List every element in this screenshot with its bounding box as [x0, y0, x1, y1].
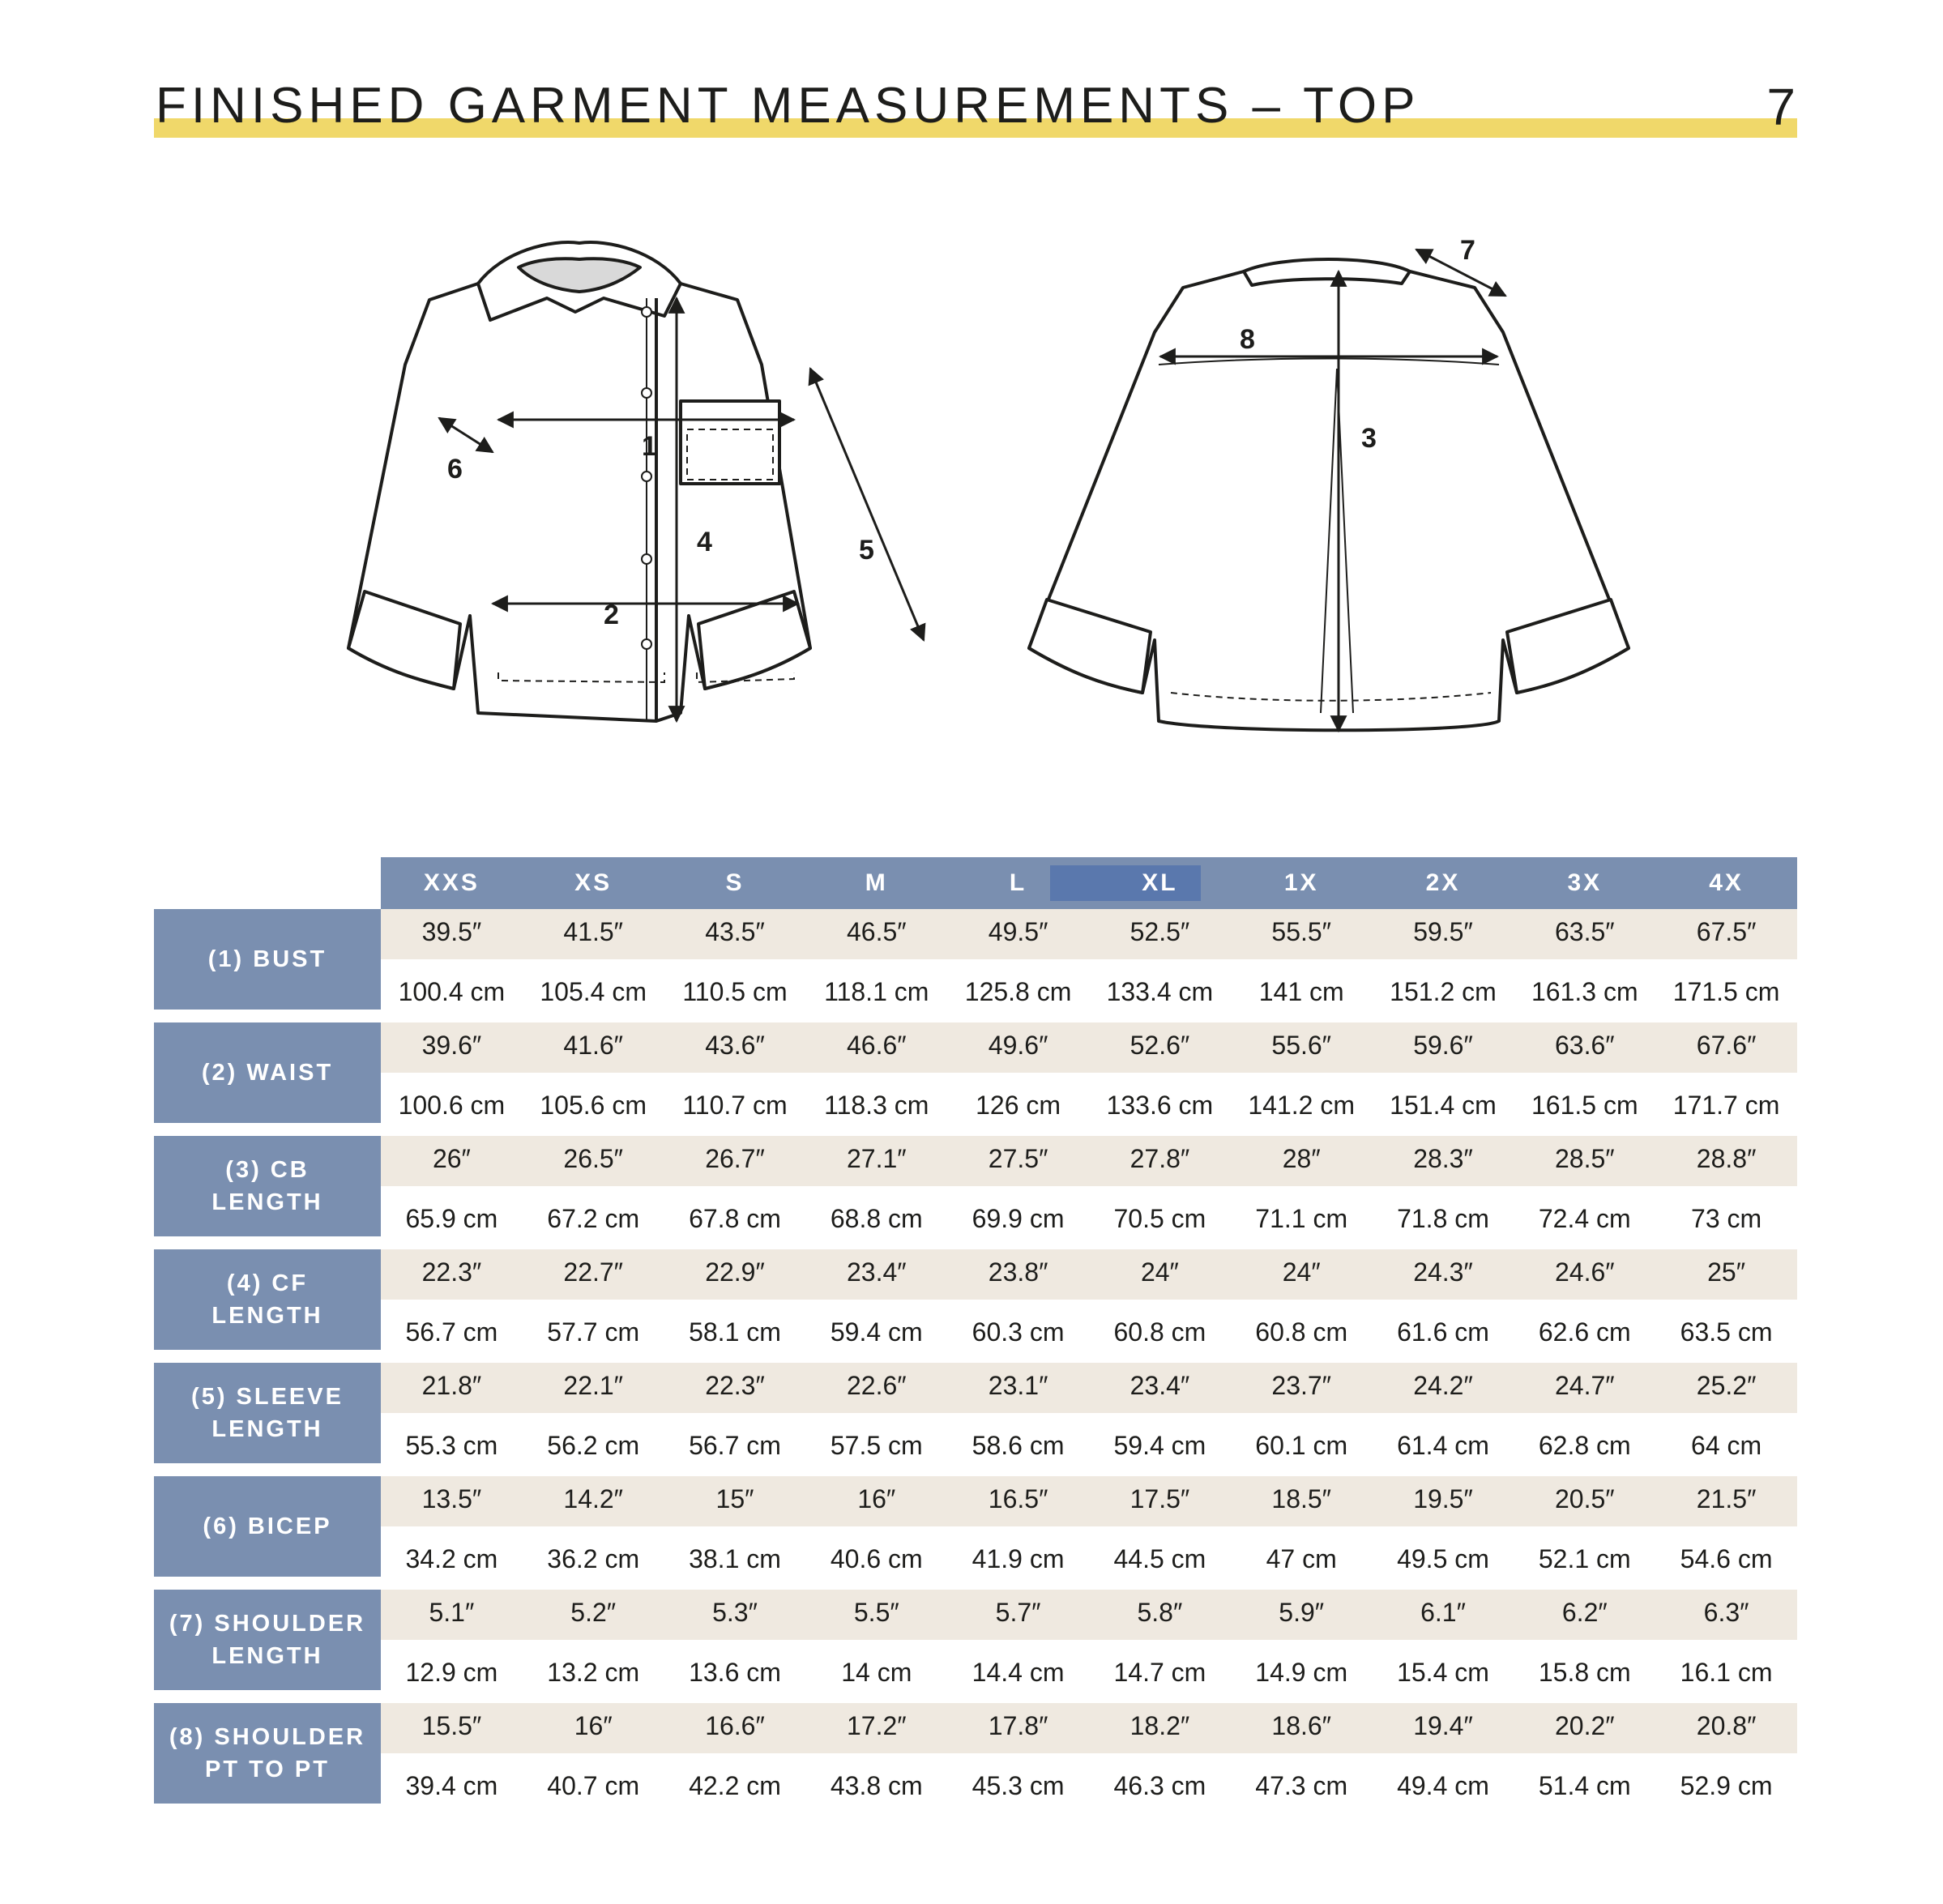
cm-cell: 39.4 cm	[405, 1771, 498, 1800]
cm-cell: 125.8 cm	[964, 977, 1072, 1006]
cm-cell: 36.2 cm	[547, 1544, 640, 1573]
front-label-6: 6	[447, 454, 463, 485]
inches-cell: 67.6″	[1696, 1031, 1757, 1060]
back-label-3: 3	[1361, 423, 1377, 454]
inches-cell: 46.6″	[846, 1031, 907, 1060]
inches-cell: 23.4″	[846, 1257, 907, 1287]
cm-cell: 110.5 cm	[682, 977, 788, 1006]
cm-cell: 62.6 cm	[1538, 1317, 1631, 1347]
inches-cell: 24.6″	[1554, 1257, 1615, 1287]
inches-row	[381, 1703, 1797, 1753]
inches-cell: 13.5″	[421, 1484, 482, 1513]
inches-cell: 5.5″	[853, 1598, 899, 1627]
inches-cell: 24.3″	[1413, 1257, 1473, 1287]
back-label-8: 8	[1240, 324, 1255, 355]
inches-cell: 23.8″	[988, 1257, 1048, 1287]
inches-cell: 5.9″	[1279, 1598, 1325, 1627]
size-xs: XS	[574, 869, 613, 896]
cm-cell: 60.8 cm	[1113, 1317, 1206, 1347]
cm-cell: 171.5 cm	[1672, 977, 1780, 1006]
inches-cell: 16.6″	[705, 1711, 765, 1740]
size-l: L	[1009, 869, 1027, 896]
front-label-2: 2	[604, 600, 619, 630]
cm-cell: 105.4 cm	[540, 977, 647, 1006]
size-4x: 4X	[1709, 869, 1744, 896]
inches-cell: 20.2″	[1554, 1711, 1615, 1740]
cm-cell: 52.9 cm	[1680, 1771, 1773, 1800]
cm-cell: 49.5 cm	[1397, 1544, 1489, 1573]
cm-cell: 52.1 cm	[1538, 1544, 1631, 1573]
cm-cell: 118.1 cm	[824, 977, 929, 1006]
row-label-line: (4) CF	[226, 1270, 309, 1296]
size-3x: 3X	[1567, 869, 1603, 896]
cm-cell: 47.3 cm	[1255, 1771, 1348, 1800]
cm-cell: 171.7 cm	[1672, 1091, 1780, 1120]
inches-cell: 6.1″	[1420, 1598, 1466, 1627]
inches-cell: 41.6″	[563, 1031, 623, 1060]
cm-cell: 65.9 cm	[405, 1204, 498, 1233]
inches-cell: 24″	[1140, 1257, 1179, 1287]
inches-cell: 27.1″	[846, 1144, 907, 1173]
cm-cell: 13.6 cm	[689, 1658, 781, 1687]
row-label	[154, 1136, 381, 1236]
row-label-line: LENGTH	[211, 1643, 323, 1669]
cm-cell: 67.2 cm	[547, 1204, 640, 1233]
inches-cell: 22.3″	[705, 1371, 765, 1400]
cm-row	[381, 1073, 1797, 1136]
cm-cell: 71.8 cm	[1397, 1204, 1489, 1233]
inches-cell: 22.1″	[563, 1371, 623, 1400]
back-garment-illustration	[1021, 235, 1653, 753]
page-title: FINISHED GARMENT MEASUREMENTS – TOP	[156, 78, 1420, 134]
cm-cell: 44.5 cm	[1113, 1544, 1206, 1573]
inches-cell: 26.5″	[563, 1144, 623, 1173]
cm-row	[381, 1753, 1797, 1816]
inches-cell: 5.7″	[995, 1598, 1041, 1627]
cm-cell: 57.7 cm	[547, 1317, 640, 1347]
cm-cell: 56.2 cm	[547, 1431, 640, 1460]
size-1x: 1X	[1283, 869, 1319, 896]
inches-cell: 28″	[1282, 1144, 1321, 1173]
inches-cell: 20.5″	[1554, 1484, 1615, 1513]
inches-cell: 22.3″	[421, 1257, 482, 1287]
cm-row	[381, 1526, 1797, 1590]
cm-cell: 70.5 cm	[1113, 1204, 1206, 1233]
row-label-line: (7) SHOULDER	[169, 1611, 366, 1637]
cm-cell: 133.4 cm	[1106, 977, 1214, 1006]
inches-cell: 23.7″	[1271, 1371, 1331, 1400]
inches-cell: 63.5″	[1554, 917, 1615, 946]
inches-cell: 28.8″	[1696, 1144, 1757, 1173]
cm-cell: 64 cm	[1691, 1431, 1762, 1460]
inches-cell: 63.6″	[1554, 1031, 1615, 1060]
inches-cell: 26″	[432, 1144, 471, 1173]
cm-cell: 60.3 cm	[972, 1317, 1065, 1347]
inches-cell: 55.5″	[1271, 917, 1331, 946]
cm-cell: 61.6 cm	[1397, 1317, 1489, 1347]
cm-cell: 13.2 cm	[547, 1658, 640, 1687]
inches-cell: 16″	[574, 1711, 613, 1740]
inches-row	[381, 1590, 1797, 1640]
inches-row	[381, 1022, 1797, 1073]
cm-cell: 67.8 cm	[689, 1204, 781, 1233]
cm-cell: 133.6 cm	[1106, 1091, 1214, 1120]
inches-cell: 23.1″	[988, 1371, 1048, 1400]
cm-cell: 161.3 cm	[1531, 977, 1638, 1006]
back-label-7: 7	[1460, 235, 1475, 266]
inches-cell: 41.5″	[563, 917, 623, 946]
inches-cell: 15″	[715, 1484, 754, 1513]
cm-cell: 12.9 cm	[405, 1658, 498, 1687]
row-label-line: (6) BICEP	[203, 1513, 332, 1539]
inches-cell: 6.2″	[1561, 1598, 1608, 1627]
inches-cell: 22.6″	[846, 1371, 907, 1400]
inches-cell: 22.9″	[705, 1257, 765, 1287]
inches-row	[381, 1363, 1797, 1413]
inches-cell: 49.6″	[988, 1031, 1048, 1060]
cm-cell: 60.1 cm	[1255, 1431, 1348, 1460]
inches-cell: 27.8″	[1130, 1144, 1190, 1173]
inches-cell: 28.3″	[1413, 1144, 1473, 1173]
inches-cell: 6.3″	[1703, 1598, 1749, 1627]
cm-cell: 63.5 cm	[1680, 1317, 1773, 1347]
cm-cell: 59.4 cm	[1113, 1431, 1206, 1460]
size-xl: XL	[1142, 869, 1178, 896]
cm-cell: 68.8 cm	[830, 1204, 923, 1233]
row-label-line: (2) WAIST	[201, 1060, 334, 1086]
cm-cell: 58.1 cm	[689, 1317, 781, 1347]
cm-cell: 61.4 cm	[1397, 1431, 1489, 1460]
cm-cell: 60.8 cm	[1255, 1317, 1348, 1347]
cm-cell: 151.4 cm	[1390, 1091, 1497, 1120]
cm-cell: 62.8 cm	[1538, 1431, 1631, 1460]
row-label	[154, 1022, 381, 1123]
row-label	[154, 1476, 381, 1577]
inches-cell: 55.6″	[1271, 1031, 1331, 1060]
inches-cell: 16.5″	[988, 1484, 1048, 1513]
row-label-line: (5) SLEEVE	[191, 1384, 344, 1410]
cm-cell: 45.3 cm	[972, 1771, 1065, 1800]
cm-cell: 16.1 cm	[1680, 1658, 1773, 1687]
cm-cell: 105.6 cm	[540, 1091, 647, 1120]
row-label-line: (8) SHOULDER	[169, 1724, 366, 1750]
cm-cell: 58.6 cm	[972, 1431, 1065, 1460]
cm-cell: 51.4 cm	[1538, 1771, 1631, 1800]
cm-cell: 59.4 cm	[830, 1317, 923, 1347]
cm-row	[381, 1413, 1797, 1476]
inches-cell: 25.2″	[1696, 1371, 1757, 1400]
cm-cell: 40.7 cm	[547, 1771, 640, 1800]
inches-cell: 19.5″	[1413, 1484, 1473, 1513]
inches-cell: 15.5″	[421, 1711, 482, 1740]
cm-row	[381, 1186, 1797, 1249]
inches-cell: 59.5″	[1413, 917, 1473, 946]
cm-cell: 55.3 cm	[405, 1431, 498, 1460]
cm-row	[381, 1300, 1797, 1363]
front-label-4: 4	[697, 527, 712, 557]
cm-cell: 110.7 cm	[682, 1091, 788, 1120]
inches-row	[381, 1249, 1797, 1300]
cm-cell: 14.7 cm	[1113, 1658, 1206, 1687]
cm-row	[381, 959, 1797, 1022]
inches-cell: 52.6″	[1130, 1031, 1190, 1060]
inches-cell: 23.4″	[1130, 1371, 1190, 1400]
inches-row	[381, 909, 1797, 959]
inches-cell: 16″	[857, 1484, 896, 1513]
cm-cell: 126 cm	[976, 1091, 1061, 1120]
cm-cell: 38.1 cm	[689, 1544, 781, 1573]
cm-cell: 100.4 cm	[398, 977, 506, 1006]
inches-cell: 21.8″	[421, 1371, 482, 1400]
inches-cell: 43.6″	[705, 1031, 765, 1060]
inches-cell: 19.4″	[1413, 1711, 1473, 1740]
row-label-line: (1) BUST	[207, 946, 327, 972]
inches-cell: 17.5″	[1130, 1484, 1190, 1513]
inches-cell: 28.5″	[1554, 1144, 1615, 1173]
row-label-line: PT TO PT	[205, 1757, 330, 1782]
inches-cell: 18.6″	[1271, 1711, 1331, 1740]
inches-cell: 59.6″	[1413, 1031, 1473, 1060]
row-label-line: LENGTH	[211, 1189, 323, 1215]
cm-cell: 14 cm	[841, 1658, 912, 1687]
size-s: S	[725, 869, 745, 896]
front-label-5: 5	[859, 535, 874, 566]
inches-cell: 5.1″	[429, 1598, 475, 1627]
inches-cell: 5.3″	[712, 1598, 758, 1627]
inches-cell: 52.5″	[1130, 917, 1190, 946]
inches-cell: 21.5″	[1696, 1484, 1757, 1513]
inches-cell: 17.8″	[988, 1711, 1048, 1740]
cm-cell: 49.4 cm	[1397, 1771, 1489, 1800]
inches-cell: 24.7″	[1554, 1371, 1615, 1400]
inches-cell: 5.2″	[570, 1598, 617, 1627]
cm-cell: 141 cm	[1258, 977, 1344, 1006]
row-label	[154, 1590, 381, 1690]
cm-cell: 47 cm	[1266, 1544, 1337, 1573]
cm-cell: 41.9 cm	[972, 1544, 1065, 1573]
cm-cell: 56.7 cm	[689, 1431, 781, 1460]
size-xxs: XXS	[423, 869, 480, 896]
row-label	[154, 1703, 381, 1804]
cm-cell: 34.2 cm	[405, 1544, 498, 1573]
cm-cell: 71.1 cm	[1255, 1204, 1348, 1233]
row-label-line: (3) CB	[225, 1157, 310, 1183]
inches-cell: 39.6″	[421, 1031, 482, 1060]
inches-row	[381, 1476, 1797, 1526]
cm-cell: 40.6 cm	[830, 1544, 923, 1573]
inches-cell: 39.5″	[421, 917, 482, 946]
inches-cell: 24.2″	[1413, 1371, 1473, 1400]
inches-cell: 27.5″	[988, 1144, 1048, 1173]
inches-cell: 24″	[1282, 1257, 1321, 1287]
inches-cell: 49.5″	[988, 917, 1048, 946]
row-label	[154, 1363, 381, 1463]
row-label-line: LENGTH	[211, 1303, 323, 1329]
cm-row	[381, 1640, 1797, 1703]
cm-cell: 100.6 cm	[398, 1091, 506, 1120]
row-label	[154, 1249, 381, 1350]
cm-cell: 118.3 cm	[824, 1091, 929, 1120]
cm-cell: 43.8 cm	[830, 1771, 923, 1800]
inches-cell: 26.7″	[705, 1144, 765, 1173]
inches-cell: 17.2″	[846, 1711, 907, 1740]
row-label-line: LENGTH	[211, 1416, 323, 1442]
inches-cell: 5.8″	[1137, 1598, 1183, 1627]
cm-cell: 46.3 cm	[1113, 1771, 1206, 1800]
page-number: 7	[1766, 78, 1796, 136]
inches-cell: 25″	[1707, 1257, 1746, 1287]
cm-cell: 141.2 cm	[1248, 1091, 1355, 1120]
cm-cell: 15.8 cm	[1538, 1658, 1631, 1687]
cm-cell: 14.9 cm	[1255, 1658, 1348, 1687]
cm-cell: 54.6 cm	[1680, 1544, 1773, 1573]
inches-cell: 22.7″	[563, 1257, 623, 1287]
inches-cell: 67.5″	[1696, 917, 1757, 946]
front-label-1: 1	[642, 431, 657, 462]
front-garment-illustration	[340, 235, 956, 753]
cm-cell: 151.2 cm	[1390, 977, 1497, 1006]
cm-cell: 73 cm	[1691, 1204, 1762, 1233]
cm-cell: 14.4 cm	[972, 1658, 1065, 1687]
cm-cell: 161.5 cm	[1531, 1091, 1638, 1120]
size-header-row	[381, 857, 1797, 909]
size-2x: 2X	[1425, 869, 1461, 896]
inches-cell: 18.5″	[1271, 1484, 1331, 1513]
row-label	[154, 909, 381, 1010]
cm-cell: 72.4 cm	[1538, 1204, 1631, 1233]
cm-cell: 56.7 cm	[405, 1317, 498, 1347]
inches-cell: 46.5″	[846, 917, 907, 946]
inches-cell: 20.8″	[1696, 1711, 1757, 1740]
inches-row	[381, 1136, 1797, 1186]
cm-cell: 15.4 cm	[1397, 1658, 1489, 1687]
size-m: M	[865, 869, 888, 896]
inches-cell: 18.2″	[1130, 1711, 1190, 1740]
cm-cell: 42.2 cm	[689, 1771, 781, 1800]
inches-cell: 43.5″	[705, 917, 765, 946]
inches-cell: 14.2″	[563, 1484, 623, 1513]
cm-cell: 57.5 cm	[830, 1431, 923, 1460]
cm-cell: 69.9 cm	[972, 1204, 1065, 1233]
